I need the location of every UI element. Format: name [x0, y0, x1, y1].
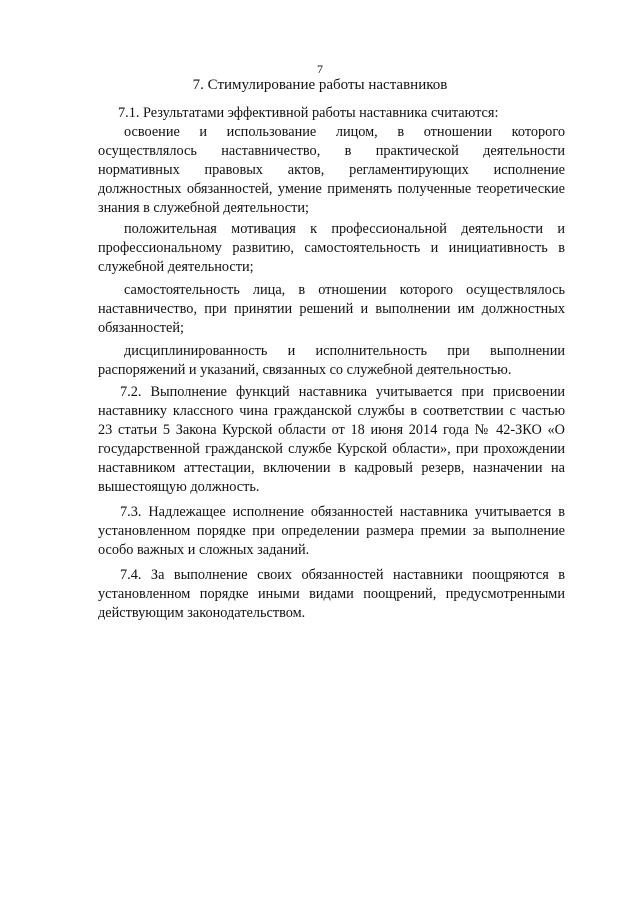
section-body [98, 104, 565, 623]
list-item-mastery: освоение и использование лицом, в отношении которого осуществлялось наставничество, в практической деятельности нормативных правовых актов, регламентирующих исполнение должностных обязанностей, умение применять полученные теоретические знания в служебной деятельности; [98, 124, 565, 216]
paragraph-7-3: 7.3. Надлежащее исполнение обязанностей наставника учитывается в установленном порядке при определении размера премии за выполнение особо важных и сложных заданий. [98, 504, 565, 558]
list-item-motivation: положительная мотивация к профессиональной деятельности и профессиональному развитию, самостоятельность и инициативность в служебной деятельности; [98, 221, 565, 275]
list-item-independence: самостоятельность лица, в отношении которого осуществлялось наставничество, при принятии решений и выполнении им должностных обязанностей; [98, 282, 565, 336]
page-number: 7 [317, 62, 323, 76]
section-title: 7. Стимулирование работы наставников [192, 77, 448, 93]
paragraph-7-2: 7.2. Выполнение функций наставника учитывается при присвоении наставнику классного чина гражданской службы в соответствии с частью 23 статьи 5 Закона Курской области от 18 июня 2014 года № 42-ЗКО «О государственной гражданской службе Курской области», при прохождении наставником аттестации, включении в кадровый резерв, назначении на вышестоящую должность. [98, 384, 565, 495]
list-item-discipline: дисциплинированность и исполнительность при выполнении распоряжений и указаний, связанных со служебной деятельностью. [98, 343, 565, 378]
paragraph-7-4: 7.4. За выполнение своих обязанностей наставники поощряются в установленном порядке иными видами поощрений, предусмотренными действующим законодательством. [98, 567, 565, 621]
paragraph-7-1-intro: 7.1. Результатами эффективной работы наставника считаются: [118, 105, 499, 121]
